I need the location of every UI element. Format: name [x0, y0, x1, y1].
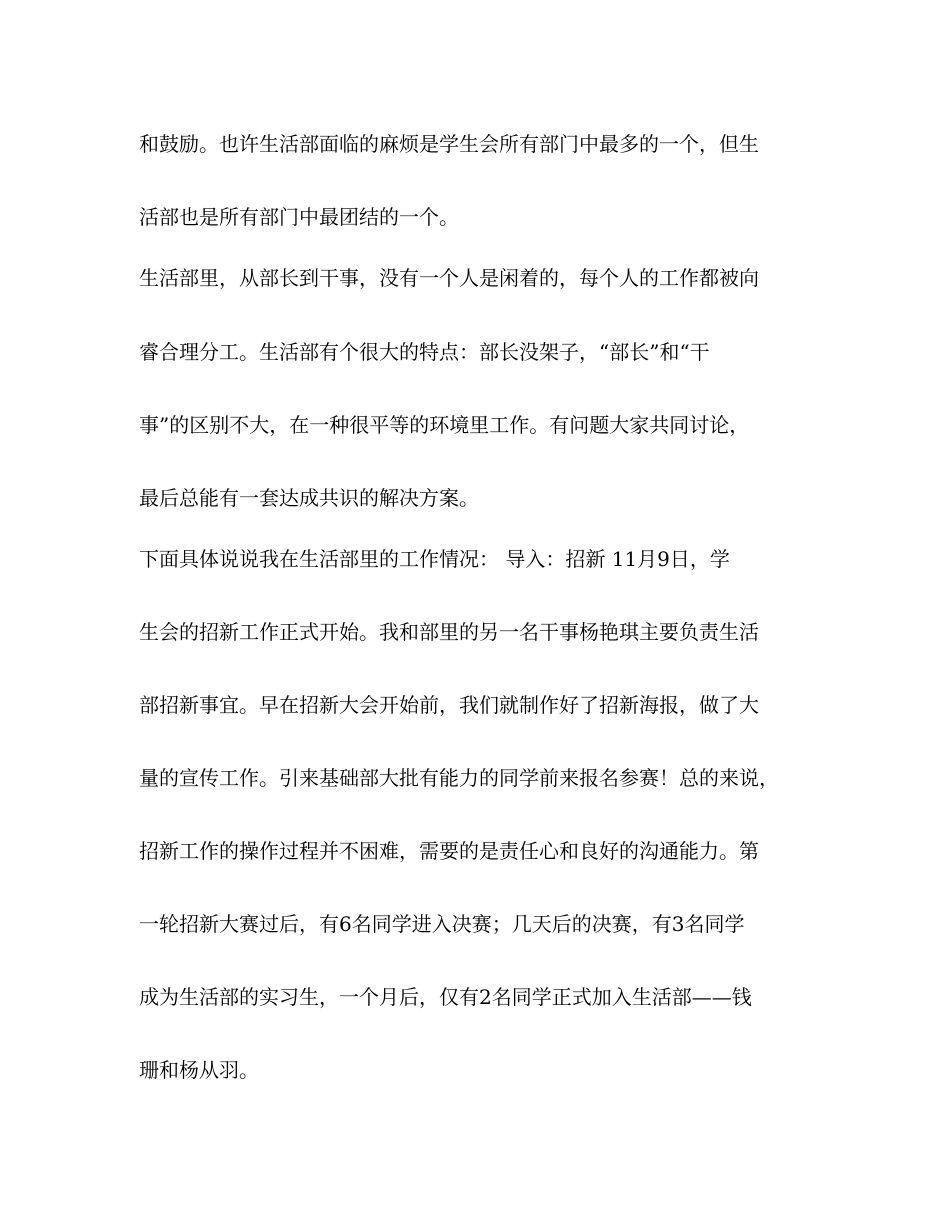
paragraph-3-line-4: 量的宣传工作。引来基础部大批有能力的同学前来报名参赛！总的来说，: [139, 766, 779, 790]
paragraph-2-line-4: 最后总能有一套达成共识的解决方案。: [139, 486, 479, 510]
paragraph-2-line-3: 事”的区别不大，在一种很平等的环境里工作。有问题大家共同讨论，: [139, 413, 750, 437]
paragraph-3-line-8: 珊和杨从羽。: [139, 1058, 259, 1082]
paragraph-2-line-2: 睿合理分工。生活部有个很大的特点：部长没架子，“部长”和“干: [139, 340, 710, 364]
paragraph-3-line-7: 成为生活部的实习生，一个月后，仅有2名同学正式加入生活部——钱: [139, 985, 752, 1009]
paragraph-3-line-6: 一轮招新大赛过后，有6名同学进入决赛；几天后的决赛，有3名同学: [139, 912, 745, 936]
paragraph-3-line-2: 生会的招新工作正式开始。我和部里的另一名干事杨艳琪主要负责生活: [139, 620, 759, 644]
paragraph-3-line-3: 部招新事宜。早在招新大会开始前，我们就制作好了招新海报，做了大: [139, 693, 759, 717]
paragraph-1-line-1: 和鼓励。也许生活部面临的麻烦是学生会所有部门中最多的一个，但生: [139, 132, 759, 156]
paragraph-1-line-2: 活部也是所有部门中最团结的一个。: [139, 205, 459, 229]
paragraph-2-line-1: 生活部里，从部长到干事，没有一个人是闲着的，每个人的工作都被向: [139, 266, 759, 290]
paragraph-3-line-1: 下面具体说说我在生活部里的工作情况： 导入：招新 11月9日，学: [139, 547, 730, 571]
paragraph-3-line-5: 招新工作的操作过程并不困难，需要的是责任心和良好的沟通能力。第: [139, 839, 759, 863]
